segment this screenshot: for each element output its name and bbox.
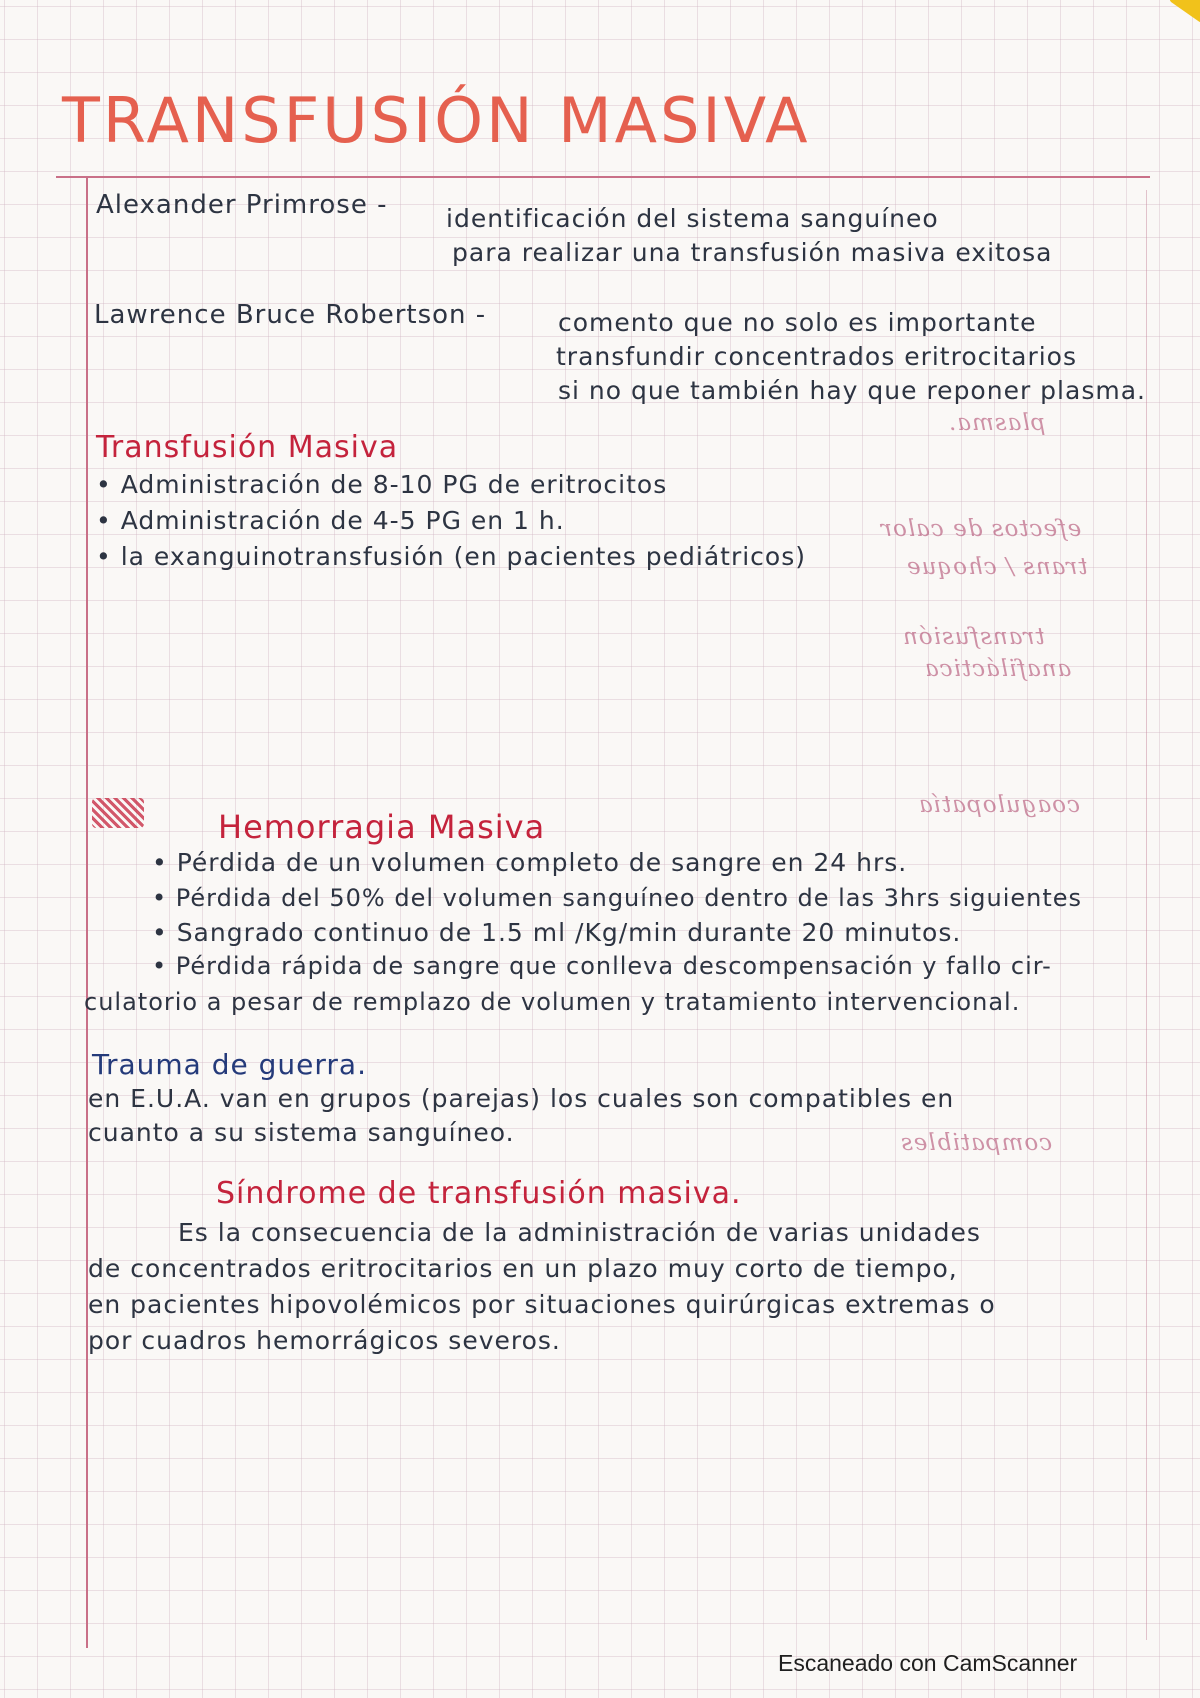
transfusion-item: • la exanguinotransfusión (en pacientes pediátricos) (96, 542, 806, 571)
robertson-line-3: si no que también hay que reponer plasma. (558, 376, 1146, 405)
page-corner-tab (1169, 0, 1200, 23)
hemorrhage-heading: Hemorragia Masiva (218, 808, 546, 846)
scribble-mark (92, 798, 144, 828)
primrose-line-2: para realizar una transfusión masiva exitosa (452, 238, 1053, 267)
bleed-through-text: efectos de calor (880, 516, 1082, 542)
robertson-line-2: transfundir concentrados eritrocitarios (556, 342, 1077, 371)
bleed-through-text: anafiláctica (924, 656, 1072, 682)
right-margin-line (1146, 190, 1147, 1640)
syndrome-line-3: en pacientes hipovolémicos por situaciones quirúrgicas extremas o (88, 1290, 996, 1319)
war-line-1: en E.U.A. van en grupos (parejas) los cuales son compatibles en (88, 1084, 955, 1113)
transfusion-heading: Transfusión Masiva (96, 430, 399, 465)
syndrome-line-4: por cuadros hemorrágicos severos. (88, 1326, 561, 1355)
hemorrhage-continuation: culatorio a pesar de remplazo de volumen y tratamiento intervencional. (84, 988, 1021, 1016)
war-line-2: cuanto a su sistema sanguíneo. (88, 1118, 515, 1147)
page-title: TRANSFUSIÓN MASIVA (62, 84, 811, 157)
syndrome-heading: Síndrome de transfusión masiva. (216, 1176, 742, 1211)
hemorrhage-item: • Pérdida rápida de sangre que conlleva descompensación y fallo cir- (152, 952, 1052, 980)
bleed-through-text: plasma. (948, 410, 1046, 436)
hemorrhage-item: • Pérdida de un volumen completo de sangre en 24 hrs. (152, 848, 908, 877)
robertson-line-1: comento que no solo es importante (558, 308, 1037, 337)
bleed-through-text: coagulopatía (918, 792, 1080, 818)
primrose-name: Alexander Primrose - (96, 190, 388, 220)
robertson-name: Lawrence Bruce Robertson - (94, 300, 487, 330)
syndrome-line-1: Es la consecuencia de la administración de varias unidades (178, 1218, 981, 1247)
primrose-line-1: identificación del sistema sanguíneo (446, 204, 939, 233)
title-rule (56, 176, 1150, 178)
hemorrhage-item: • Pérdida del 50% del volumen sanguíneo dentro de las 3hrs siguientes (152, 884, 1083, 912)
bleed-through-text: compatibles (900, 1130, 1053, 1156)
bleed-through-text: trans / choque (906, 554, 1088, 580)
margin-line (86, 176, 88, 1648)
transfusion-item: • Administración de 4-5 PG en 1 h. (96, 506, 565, 535)
hemorrhage-item: • Sangrado continuo de 1.5 ml /Kg/min durante 20 minutos. (152, 918, 962, 947)
war-heading: Trauma de guerra. (92, 1048, 367, 1081)
bleed-through-text: transfusión (902, 624, 1045, 650)
syndrome-line-2: de concentrados eritrocitarios en un plazo muy corto de tiempo, (88, 1254, 958, 1283)
transfusion-item: • Administración de 8-10 PG de eritrocitos (96, 470, 668, 499)
scanner-watermark: Escaneado con CamScanner (778, 1650, 1078, 1676)
